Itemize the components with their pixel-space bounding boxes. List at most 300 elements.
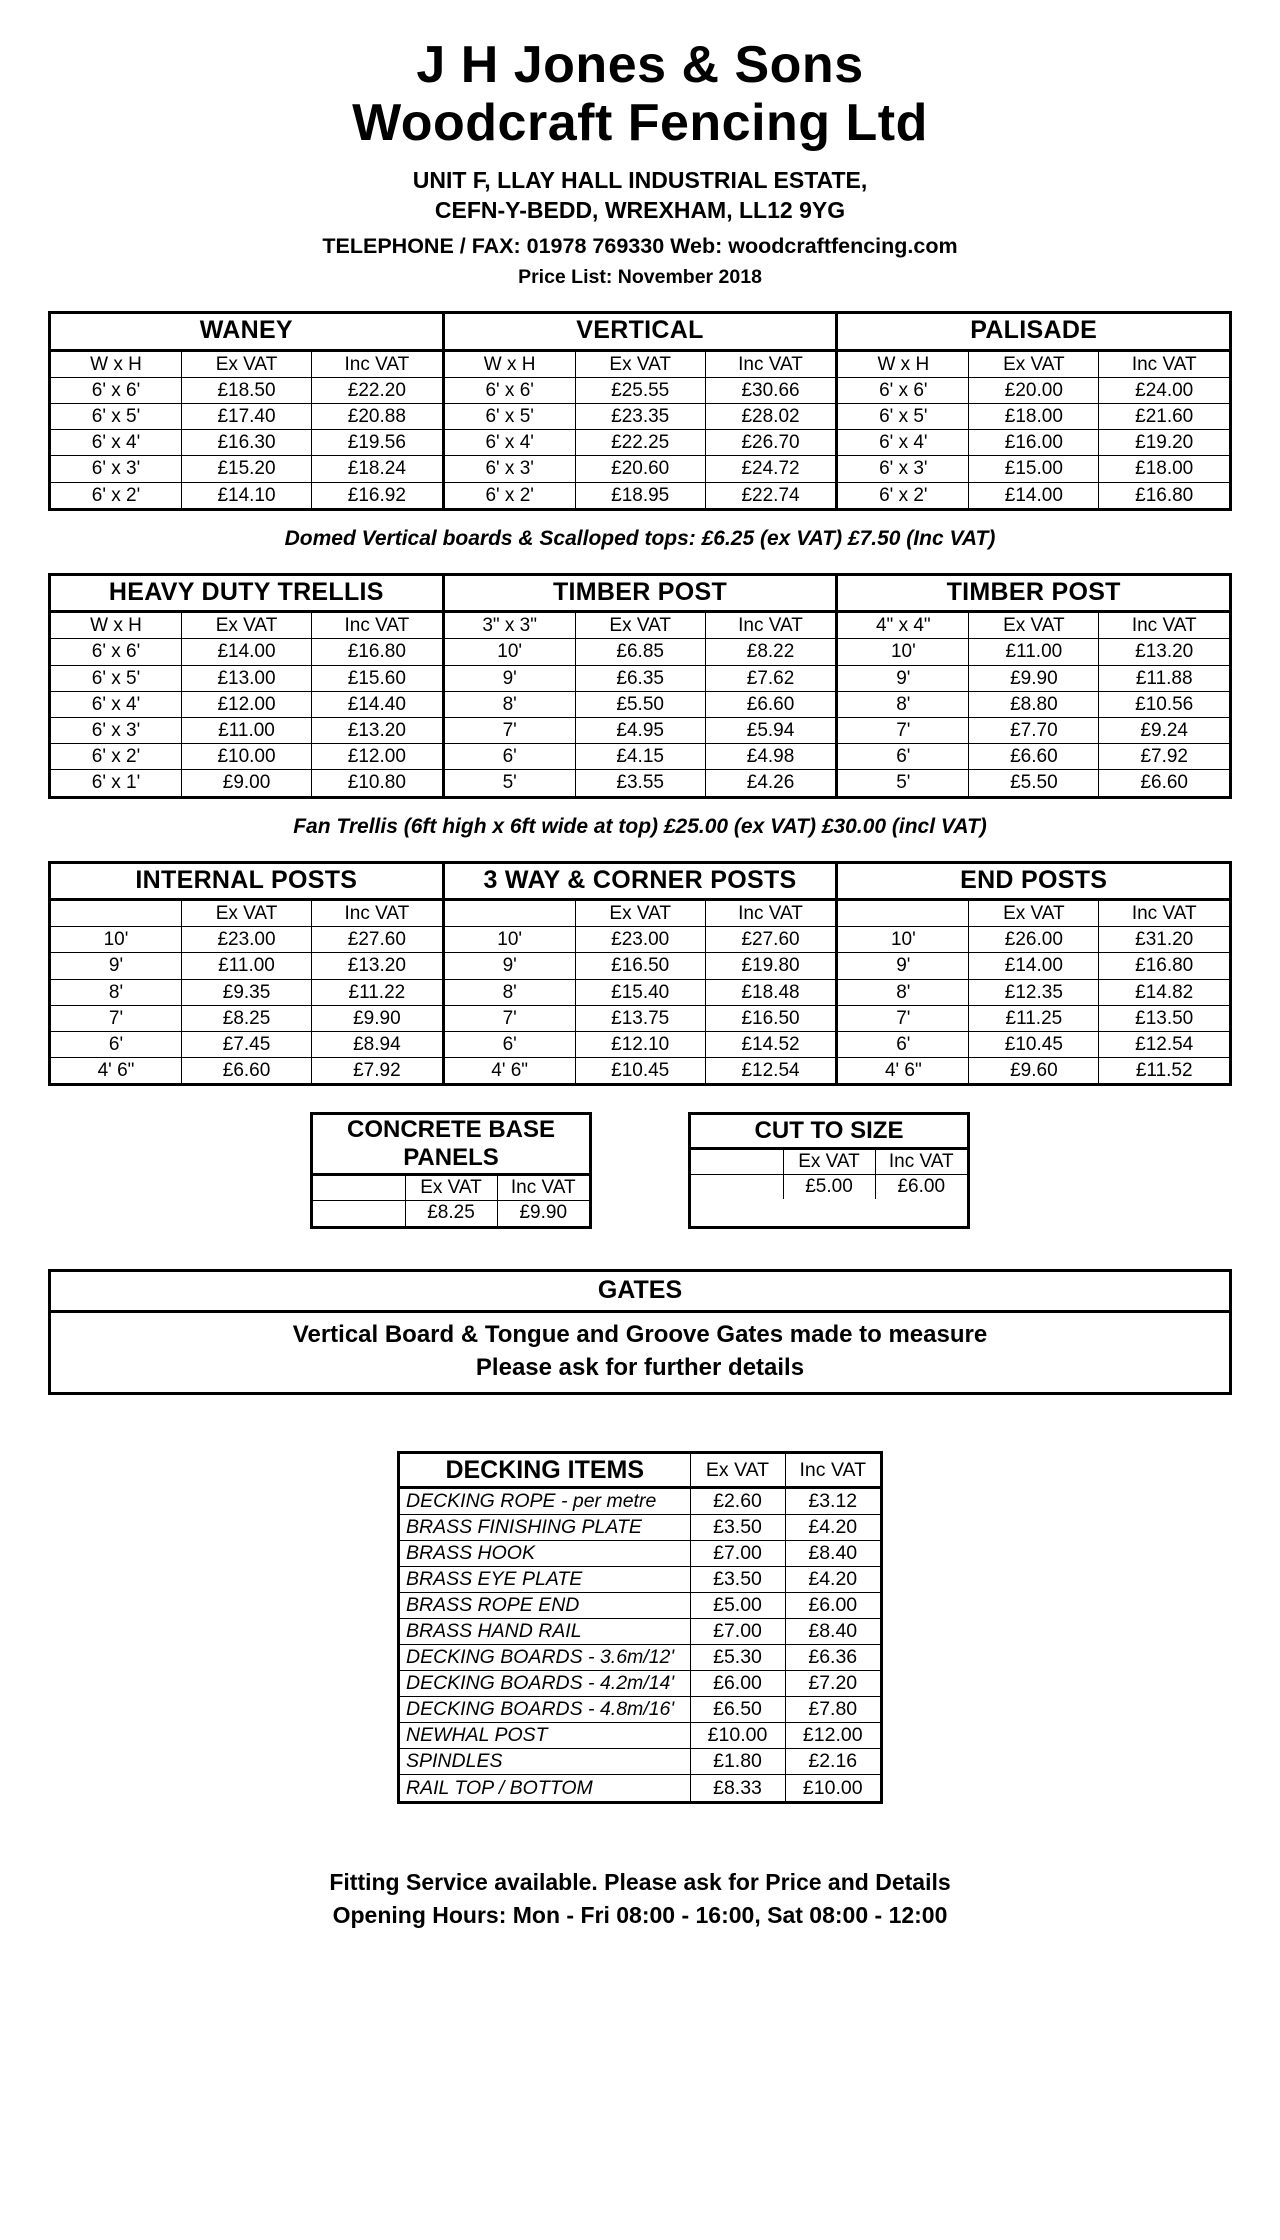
cell-ex-vat: £11.00: [969, 639, 1099, 665]
table-row: [51, 1005, 442, 1031]
table-row: [838, 639, 1229, 665]
price-table: [445, 314, 836, 508]
table-row: [445, 404, 836, 430]
cell-size: 10': [445, 639, 575, 665]
domed-vertical-note: Domed Vertical boards & Scalloped tops: £6.25 (ex VAT) £7.50 (Inc VAT): [284, 526, 996, 550]
size-column-header: W x H: [445, 350, 575, 377]
cell-size: 10': [838, 927, 968, 953]
table-row: [313, 1175, 589, 1201]
cell-ex-vat: £5.30: [690, 1645, 785, 1671]
table-row: [400, 1775, 880, 1801]
cell-inc-vat: £9.90: [497, 1201, 589, 1226]
price-table-wrapper: [51, 864, 445, 1084]
cell-ex-vat: £20.00: [969, 377, 1099, 403]
table-row: [400, 1645, 880, 1671]
table-row: [445, 953, 836, 979]
cell-ex-vat: £12.35: [969, 979, 1099, 1005]
price-table: [838, 576, 1229, 796]
cell-ex-vat: £18.00: [969, 404, 1099, 430]
cell-ex-vat: £26.00: [969, 927, 1099, 953]
cell-inc-vat: £22.20: [312, 377, 442, 403]
cell-ex-vat: £9.90: [969, 665, 1099, 691]
cell-ex-vat: £14.00: [181, 639, 311, 665]
cell-size: 9': [838, 953, 968, 979]
table-row: [445, 900, 836, 927]
price-table-title: TIMBER POST: [445, 576, 836, 612]
table-row: [51, 691, 442, 717]
table-row: [445, 717, 836, 743]
cell-ex-vat: £17.40: [181, 404, 311, 430]
cell-size: 9': [445, 665, 575, 691]
inc-vat-column-header: Inc VAT: [1099, 350, 1229, 377]
gates-box: [48, 1269, 1232, 1395]
cell-size: 6' x 6': [51, 639, 181, 665]
cell-size: 8': [445, 979, 575, 1005]
table-row: [445, 1005, 836, 1031]
price-table-wrapper: [445, 576, 839, 796]
table-row: [838, 717, 1229, 743]
cell-inc-vat: £8.94: [312, 1031, 442, 1057]
cell-size: 7': [445, 717, 575, 743]
price-table-title: HEAVY DUTY TRELLIS: [51, 576, 442, 612]
cell-inc-vat: £6.60: [1099, 770, 1229, 796]
table-row: [400, 1697, 880, 1723]
table-row: [445, 691, 836, 717]
cell-size: 7': [51, 1005, 181, 1031]
gates-title: GATES: [51, 1272, 1229, 1313]
price-table-title: END POSTS: [838, 864, 1229, 900]
cell-size: 7': [838, 1005, 968, 1031]
cell-inc-vat: £7.92: [1099, 744, 1229, 770]
table-row: [838, 927, 1229, 953]
cell-size: 5': [445, 770, 575, 796]
cell-inc-vat: £11.88: [1099, 665, 1229, 691]
table-row: [400, 1593, 880, 1619]
small-price-table: [691, 1115, 967, 1199]
table-row: [51, 770, 442, 796]
cell-size: 6' x 4': [51, 691, 181, 717]
cell-ex-vat: £6.60: [181, 1058, 311, 1084]
small-price-box: [688, 1112, 970, 1229]
table-row: [51, 1031, 442, 1057]
cell-inc-vat: £7.62: [705, 665, 835, 691]
cell-ex-vat: £9.00: [181, 770, 311, 796]
cell-item-name: BRASS FINISHING PLATE: [400, 1515, 690, 1541]
price-table-wrapper: [838, 576, 1229, 796]
cell-size: 4' 6": [445, 1058, 575, 1084]
inc-vat-column-header: Inc VAT: [1099, 612, 1229, 639]
cell-size: 6' x 6': [51, 377, 181, 403]
cell-ex-vat: £15.40: [575, 979, 705, 1005]
table-row: [51, 377, 442, 403]
cell-inc-vat: £5.94: [705, 717, 835, 743]
ex-vat-column-header: Ex VAT: [575, 900, 705, 927]
table-row: [51, 953, 442, 979]
cell-ex-vat: £4.15: [575, 744, 705, 770]
table-row: [445, 314, 836, 350]
cell-size: 10': [838, 639, 968, 665]
table-row: [51, 639, 442, 665]
cell-ex-vat: £5.00: [690, 1593, 785, 1619]
cell-size: 8': [838, 979, 968, 1005]
cell-ex-vat: £16.50: [575, 953, 705, 979]
table-row: [51, 900, 442, 927]
cell-ex-vat: £5.50: [969, 770, 1099, 796]
cell-ex-vat: £8.80: [969, 691, 1099, 717]
ex-vat-column-header: Ex VAT: [783, 1148, 875, 1174]
table-row: [838, 314, 1229, 350]
panel-price-band-1: [48, 311, 1232, 511]
cell-item-name: BRASS EYE PLATE: [400, 1567, 690, 1593]
cell-inc-vat: £9.24: [1099, 717, 1229, 743]
size-column-header: [691, 1148, 783, 1174]
table-row: [400, 1619, 880, 1645]
table-row: [51, 979, 442, 1005]
cell-inc-vat: £30.66: [705, 377, 835, 403]
cell-size: 6' x 2': [51, 744, 181, 770]
table-row: [445, 612, 836, 639]
size-column-header: W x H: [51, 350, 181, 377]
cell-inc-vat: £19.56: [312, 430, 442, 456]
inc-vat-column-header: Inc VAT: [875, 1148, 967, 1174]
cell-ex-vat: £23.35: [575, 404, 705, 430]
cell-inc-vat: £7.20: [785, 1671, 880, 1697]
cell-ex-vat: £25.55: [575, 377, 705, 403]
cell-inc-vat: £12.00: [785, 1723, 880, 1749]
cell-inc-vat: £11.52: [1099, 1058, 1229, 1084]
price-table: [838, 864, 1229, 1084]
table-row: [838, 864, 1229, 900]
company-name-line2: Woodcraft Fencing Ltd: [352, 94, 928, 153]
cell-ex-vat: £11.25: [969, 1005, 1099, 1031]
cell-ex-vat: £12.10: [575, 1031, 705, 1057]
cell-inc-vat: £20.88: [312, 404, 442, 430]
price-table: [445, 864, 836, 1084]
cell-inc-vat: £13.50: [1099, 1005, 1229, 1031]
cell-inc-vat: £19.80: [705, 953, 835, 979]
price-table-wrapper: [838, 864, 1229, 1084]
cell-item-name: RAIL TOP / BOTTOM: [400, 1775, 690, 1801]
cell-item-name: BRASS HOOK: [400, 1541, 690, 1567]
cell-inc-vat: £10.80: [312, 770, 442, 796]
cell-ex-vat: £16.30: [181, 430, 311, 456]
inc-vat-column-header: Inc VAT: [1099, 900, 1229, 927]
cell-size: 6' x 1': [51, 770, 181, 796]
ex-vat-column-header: Ex VAT: [969, 612, 1099, 639]
table-row: [445, 744, 836, 770]
cell-size: 5': [838, 770, 968, 796]
cell-inc-vat: £24.00: [1099, 377, 1229, 403]
table-row: [400, 1488, 880, 1515]
cell-inc-vat: £12.54: [1099, 1031, 1229, 1057]
size-column-header: [51, 900, 181, 927]
cell-ex-vat: £7.00: [690, 1541, 785, 1567]
ex-vat-column-header: Ex VAT: [181, 900, 311, 927]
inc-vat-column-header: Inc VAT: [312, 612, 442, 639]
inc-vat-column-header: Inc VAT: [497, 1175, 589, 1201]
cell-ex-vat: £2.60: [690, 1488, 785, 1515]
cell-inc-vat: £9.90: [312, 1005, 442, 1031]
size-column-header: [445, 900, 575, 927]
gates-line-2: Please ask for further details: [475, 1353, 805, 1381]
cell-ex-vat: £8.33: [690, 1775, 785, 1801]
cell-item-name: DECKING BOARDS - 3.6m/12': [400, 1645, 690, 1671]
table-row: [313, 1115, 589, 1175]
cell-size: 6' x 4': [838, 430, 968, 456]
cell-item-name: DECKING ROPE - per metre: [400, 1488, 690, 1515]
cell-ex-vat: £14.00: [969, 953, 1099, 979]
cell-inc-vat: £21.60: [1099, 404, 1229, 430]
cell-ex-vat: £20.60: [575, 456, 705, 482]
table-row: [51, 430, 442, 456]
ex-vat-column-header: Ex VAT: [969, 900, 1099, 927]
cell-item-name: BRASS ROPE END: [400, 1593, 690, 1619]
cell-ex-vat: £4.95: [575, 717, 705, 743]
cell-ex-vat: £16.00: [969, 430, 1099, 456]
cell-size: 4' 6": [51, 1058, 181, 1084]
cell-size: 6' x 4': [51, 430, 181, 456]
cell-inc-vat: £12.54: [705, 1058, 835, 1084]
cell-inc-vat: £31.20: [1099, 927, 1229, 953]
cell-inc-vat: £18.24: [312, 456, 442, 482]
cell-inc-vat: £4.26: [705, 770, 835, 796]
cell-ex-vat: £1.80: [690, 1749, 785, 1775]
document-footer: [48, 1866, 1232, 1933]
cell-ex-vat: £5.00: [783, 1174, 875, 1199]
cell-ex-vat: £7.00: [690, 1619, 785, 1645]
cell-ex-vat: £13.00: [181, 665, 311, 691]
table-row: [838, 744, 1229, 770]
decking-box: [397, 1451, 883, 1804]
table-row: [51, 350, 442, 377]
cell-inc-vat: £6.36: [785, 1645, 880, 1671]
table-row: [445, 770, 836, 796]
price-table-title: WANEY: [51, 314, 442, 350]
table-row: [400, 1567, 880, 1593]
cell-ex-vat: £13.75: [575, 1005, 705, 1031]
table-row: [51, 864, 442, 900]
cell-inc-vat: £2.16: [785, 1749, 880, 1775]
cell-ex-vat: £11.00: [181, 953, 311, 979]
cell-ex-vat: £6.00: [690, 1671, 785, 1697]
table-row: [400, 1723, 880, 1749]
inc-vat-column-header: Inc VAT: [705, 900, 835, 927]
table-row: [400, 1541, 880, 1567]
table-row: [838, 612, 1229, 639]
size-column-header: W x H: [838, 350, 968, 377]
cell-inc-vat: £11.22: [312, 979, 442, 1005]
cell-inc-vat: £16.80: [1099, 482, 1229, 508]
table-row: [838, 576, 1229, 612]
table-row: [838, 691, 1229, 717]
table-row: [838, 404, 1229, 430]
company-name-line1: J H Jones & Sons: [416, 36, 864, 94]
table-row: [445, 576, 836, 612]
table-row: [445, 430, 836, 456]
cell-inc-vat: £3.12: [785, 1488, 880, 1515]
table-row: [400, 1749, 880, 1775]
cell-inc-vat: £10.56: [1099, 691, 1229, 717]
table-row: [51, 456, 442, 482]
contact-line: TELEPHONE / FAX: 01978 769330 Web: woodcraftfencing.com: [322, 234, 958, 259]
cell-inc-vat: £18.00: [1099, 456, 1229, 482]
table-row: [691, 1148, 967, 1174]
cell-ex-vat: £14.10: [181, 482, 311, 508]
cell-size: 6' x 3': [445, 456, 575, 482]
small-table-title: CUT TO SIZE: [691, 1115, 967, 1148]
cell-item-name: SPINDLES: [400, 1749, 690, 1775]
fan-trellis-note: Fan Trellis (6ft high x 6ft wide at top) £25.00 (ex VAT) £30.00 (incl VAT): [293, 814, 987, 838]
company-address: [48, 166, 1232, 226]
footer-line-2: Opening Hours: Mon - Fri 08:00 - 16:00, Sat 08:00 - 12:00: [332, 1902, 948, 1929]
cell-ex-vat: £10.45: [969, 1031, 1099, 1057]
table-row: [445, 665, 836, 691]
cell-inc-vat: £6.00: [875, 1174, 967, 1199]
size-column-header: [838, 900, 968, 927]
cell-inc-vat: £8.22: [705, 639, 835, 665]
table-row: [445, 1031, 836, 1057]
table-row: [445, 864, 836, 900]
cell-size: 6' x 5': [51, 665, 181, 691]
cell-ex-vat: £6.85: [575, 639, 705, 665]
table-row: [400, 1454, 880, 1488]
cell-size: 6' x 2': [838, 482, 968, 508]
inc-vat-column-header: Inc VAT: [312, 350, 442, 377]
cell-ex-vat: £10.00: [181, 744, 311, 770]
table-row: [691, 1115, 967, 1148]
size-column-header: 4" x 4": [838, 612, 968, 639]
decking-section: [48, 1451, 1232, 1804]
price-table-title: VERTICAL: [445, 314, 836, 350]
table-row: [691, 1174, 967, 1199]
cell-ex-vat: £6.60: [969, 744, 1099, 770]
cell-ex-vat: £7.70: [969, 717, 1099, 743]
cell-inc-vat: £6.00: [785, 1593, 880, 1619]
cell-ex-vat: £14.00: [969, 482, 1099, 508]
cell-size: 7': [445, 1005, 575, 1031]
cell-size: 6' x 5': [838, 404, 968, 430]
cell-size: 6' x 6': [445, 377, 575, 403]
price-table-title: INTERNAL POSTS: [51, 864, 442, 900]
small-tables-row: [48, 1112, 1232, 1229]
table-row: [400, 1671, 880, 1697]
ex-vat-column-header: Ex VAT: [690, 1454, 785, 1488]
address-line-2: CEFN-Y-BEDD, WREXHAM, LL12 9YG: [434, 197, 846, 224]
ex-vat-column-header: Ex VAT: [575, 350, 705, 377]
cell-ex-vat: £11.00: [181, 717, 311, 743]
cell-ex-vat: £10.45: [575, 1058, 705, 1084]
table-row: [51, 576, 442, 612]
cell-ex-vat: £23.00: [575, 927, 705, 953]
table-row: [51, 314, 442, 350]
cell-ex-vat: £15.20: [181, 456, 311, 482]
cell-ex-vat: £10.00: [690, 1723, 785, 1749]
cell-size: 6': [838, 1031, 968, 1057]
cell-inc-vat: £7.92: [312, 1058, 442, 1084]
cell-size: 10': [51, 927, 181, 953]
price-table-wrapper: [838, 314, 1229, 508]
price-table: [445, 576, 836, 796]
cell-size: 8': [445, 691, 575, 717]
cell-size: 8': [838, 691, 968, 717]
cell-size: 9': [445, 953, 575, 979]
cell-size: 6' x 3': [51, 717, 181, 743]
cell-size: 6': [838, 744, 968, 770]
cell-size: 9': [838, 665, 968, 691]
cell-inc-vat: £8.40: [785, 1541, 880, 1567]
table-row: [838, 1031, 1229, 1057]
trellis-post-band-2: [48, 573, 1232, 799]
inc-vat-column-header: Inc VAT: [705, 612, 835, 639]
table-row: [445, 377, 836, 403]
cell-inc-vat: £4.98: [705, 744, 835, 770]
cell-inc-vat: £14.52: [705, 1031, 835, 1057]
size-column-header: [313, 1175, 405, 1201]
table-row: [445, 482, 836, 508]
table-row: [838, 430, 1229, 456]
cell-ex-vat: £18.95: [575, 482, 705, 508]
table-row: [838, 350, 1229, 377]
cell-inc-vat: £8.40: [785, 1619, 880, 1645]
price-table-title: PALISADE: [838, 314, 1229, 350]
gates-body: [51, 1313, 1229, 1392]
cell-ex-vat: £22.25: [575, 430, 705, 456]
cell-size: 4' 6": [838, 1058, 968, 1084]
table-row: [838, 665, 1229, 691]
cell-inc-vat: £24.72: [705, 456, 835, 482]
cell-inc-vat: £22.74: [705, 482, 835, 508]
table-row: [51, 665, 442, 691]
table-row: [51, 717, 442, 743]
ex-vat-column-header: Ex VAT: [969, 350, 1099, 377]
cell-inc-vat: £12.00: [312, 744, 442, 770]
table-row: [400, 1515, 880, 1541]
cell-inc-vat: £28.02: [705, 404, 835, 430]
decking-items-table: [400, 1454, 880, 1801]
size-column-header: 3" x 3": [445, 612, 575, 639]
small-price-table: [313, 1115, 589, 1226]
table-row: [838, 900, 1229, 927]
table-row: [445, 927, 836, 953]
small-price-box: [310, 1112, 592, 1229]
cell-ex-vat: £8.25: [181, 1005, 311, 1031]
cell-inc-vat: £4.20: [785, 1515, 880, 1541]
cell-size: 6' x 2': [51, 482, 181, 508]
cell-size: 9': [51, 953, 181, 979]
address-line-1: UNIT F, LLAY HALL INDUSTRIAL ESTATE,: [412, 167, 868, 194]
table-row: [838, 953, 1229, 979]
price-table-wrapper: [445, 864, 839, 1084]
cell-inc-vat: £19.20: [1099, 430, 1229, 456]
document-header: [48, 36, 1232, 289]
cell-inc-vat: £14.82: [1099, 979, 1229, 1005]
cell-ex-vat: £9.60: [969, 1058, 1099, 1084]
cell-ex-vat: £3.50: [690, 1515, 785, 1541]
table-row: [51, 482, 442, 508]
cell-inc-vat: £27.60: [312, 927, 442, 953]
cell-ex-vat: £18.50: [181, 377, 311, 403]
cell-ex-vat: £12.00: [181, 691, 311, 717]
cell-size: 7': [838, 717, 968, 743]
cell-size: 6' x 3': [51, 456, 181, 482]
cell-inc-vat: £4.20: [785, 1567, 880, 1593]
ex-vat-column-header: Ex VAT: [405, 1175, 497, 1201]
cell-inc-vat: £18.48: [705, 979, 835, 1005]
cell-ex-vat: £6.50: [690, 1697, 785, 1723]
cell-size: 10': [445, 927, 575, 953]
cell-size: [313, 1201, 405, 1226]
cell-size: 6': [51, 1031, 181, 1057]
